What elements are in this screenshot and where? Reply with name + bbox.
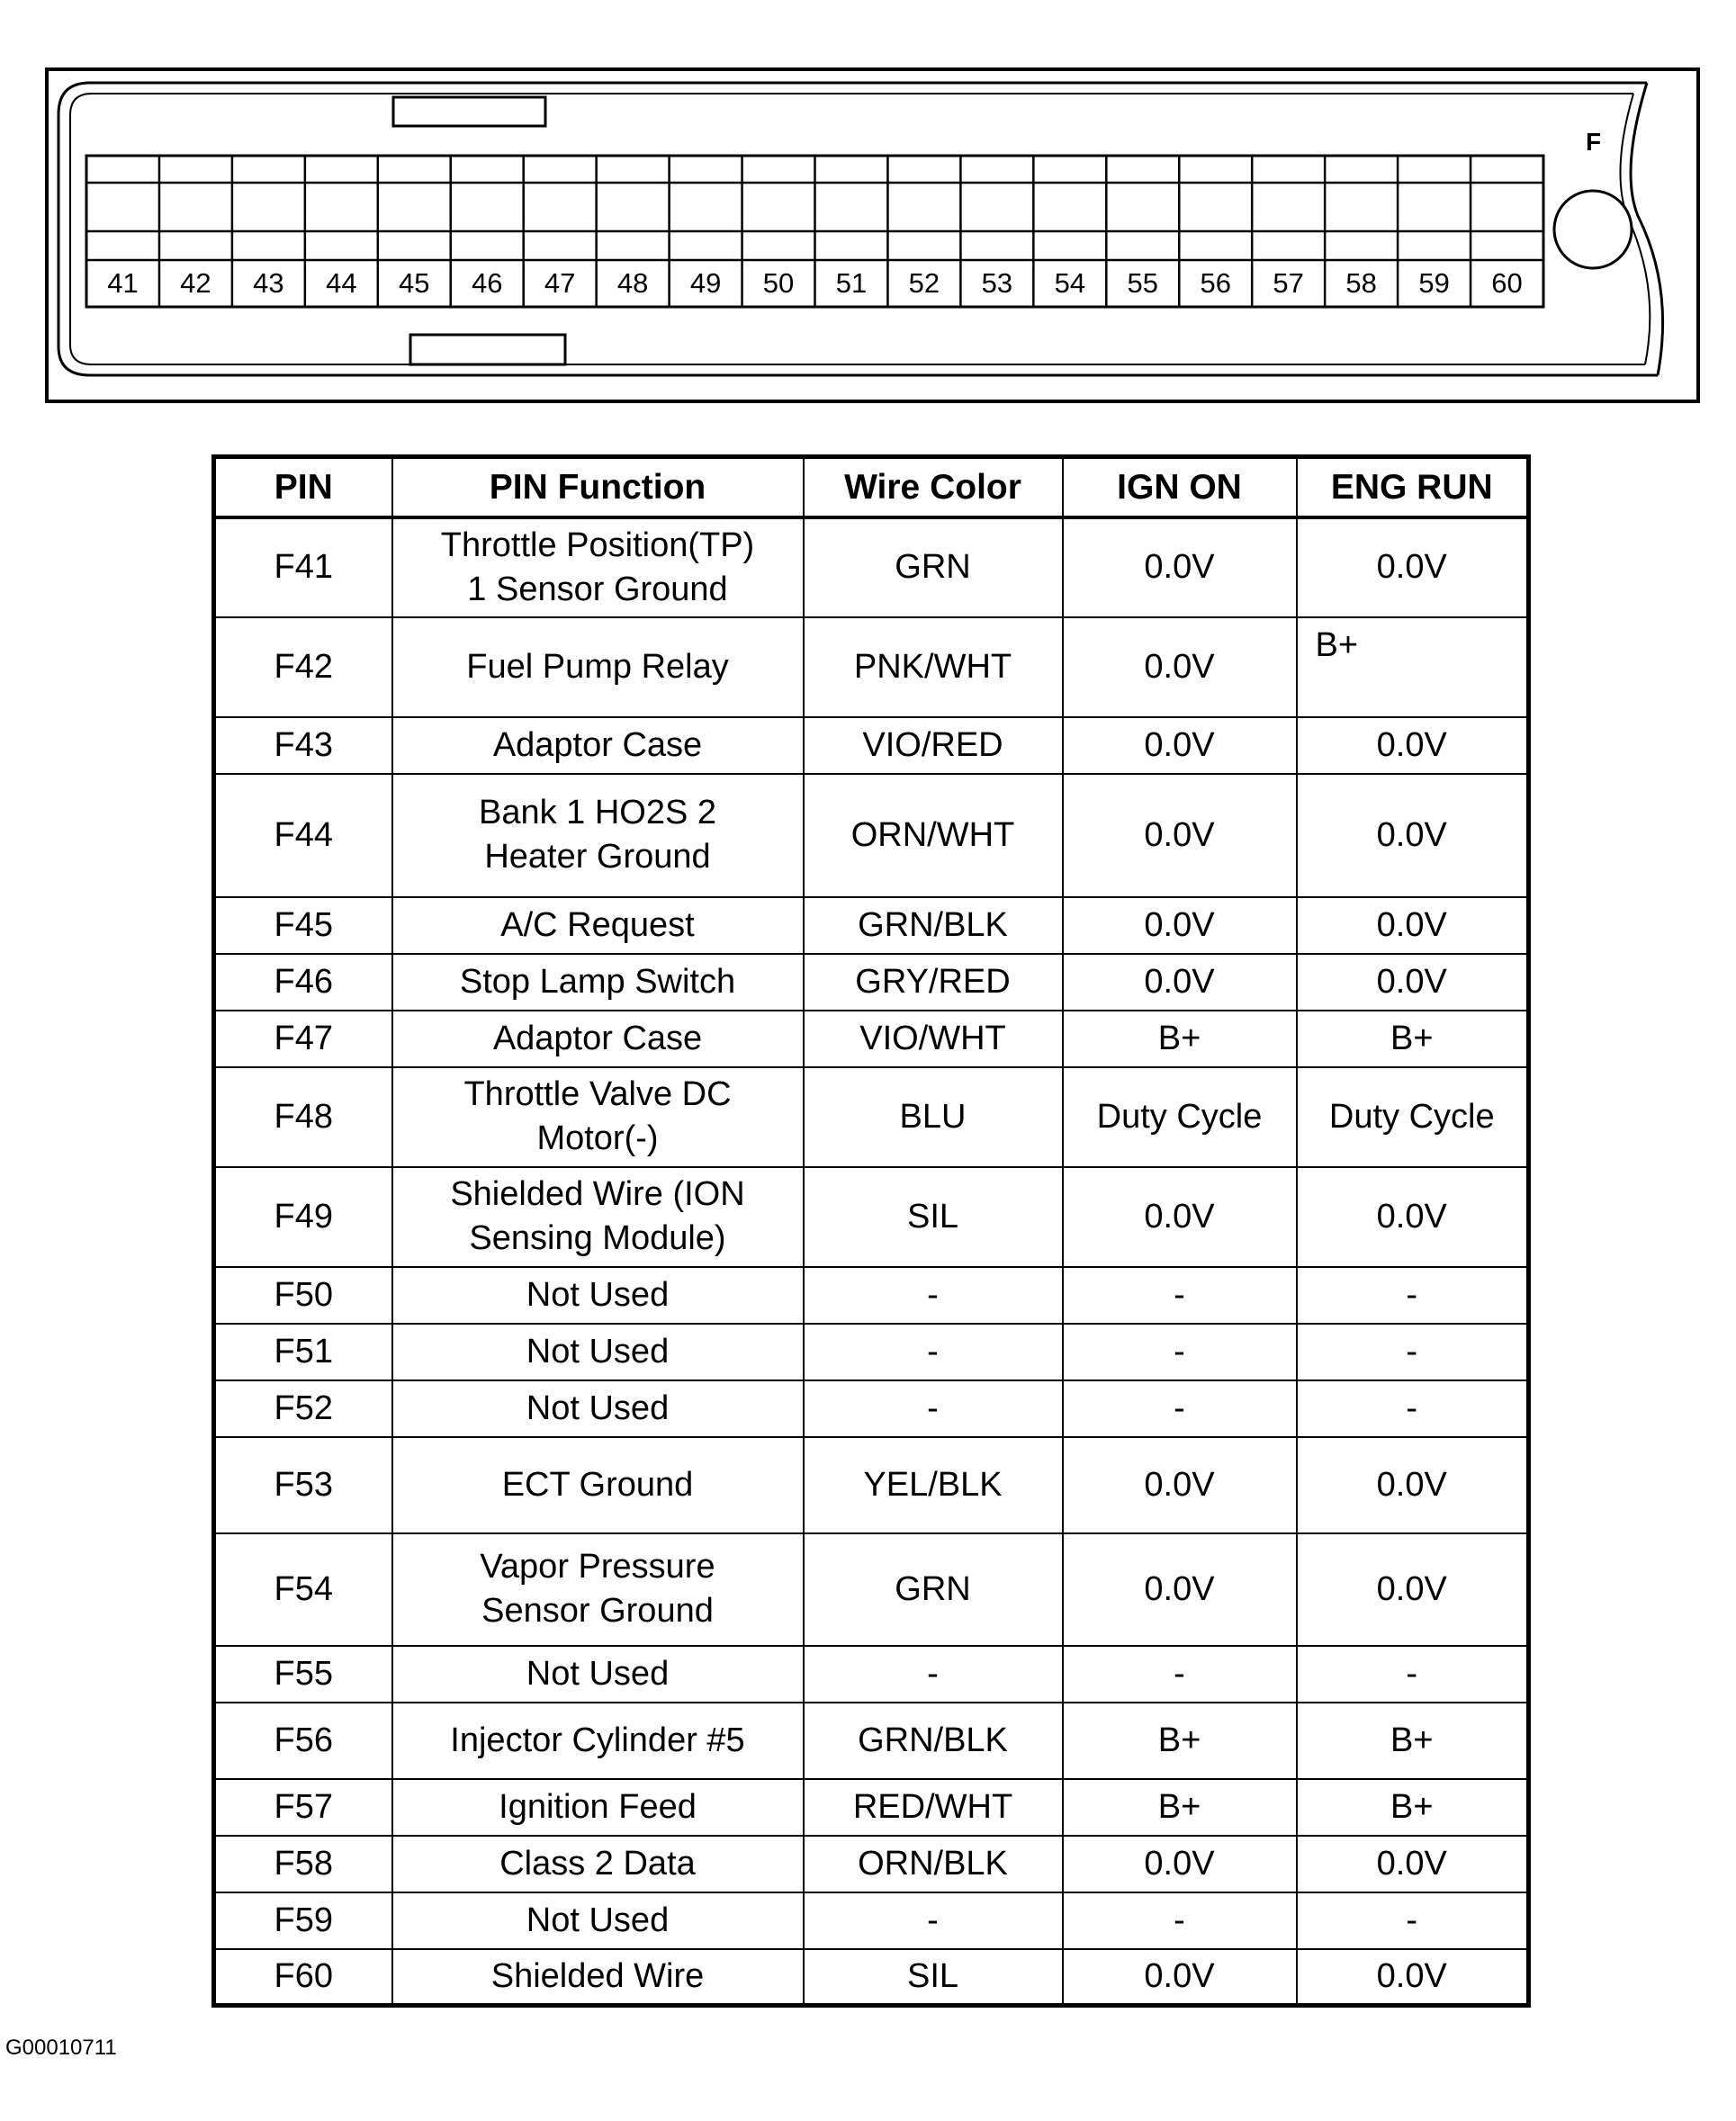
- pin-number-46: 46: [471, 267, 503, 299]
- function-line: Not Used: [526, 1901, 670, 1939]
- function-line: Not Used: [526, 1332, 670, 1371]
- pin-grid: [86, 156, 1543, 307]
- pin-cell: F44: [214, 774, 392, 897]
- eng-run-cell: -: [1297, 1646, 1529, 1703]
- pin-number-43: 43: [253, 267, 284, 299]
- table-row: [214, 1533, 1529, 1646]
- pin-cell: F46: [214, 954, 392, 1011]
- function-cell: [392, 1067, 804, 1167]
- function-cell: [392, 774, 804, 897]
- wire-color-cell: GRN/BLK: [804, 897, 1063, 954]
- table-row: [214, 1892, 1529, 1949]
- ign-on-cell: 0.0V: [1063, 1533, 1297, 1646]
- function-line: Adaptor Case: [492, 725, 703, 764]
- function-line: Not Used: [526, 1275, 670, 1314]
- pin-number-53: 53: [981, 267, 1013, 299]
- function-cell: [392, 1949, 804, 2006]
- function-cell: [392, 1380, 804, 1437]
- pin-number-49: 49: [689, 267, 722, 299]
- eng-run-cell: 0.0V: [1297, 774, 1529, 897]
- ign-on-cell: B+: [1063, 1011, 1297, 1067]
- ign-on-cell: 0.0V: [1063, 1836, 1297, 1892]
- ign-on-cell: -: [1063, 1324, 1297, 1380]
- function-cell: [392, 1167, 804, 1267]
- eng-run-cell: 0.0V: [1297, 1437, 1529, 1533]
- ign-on-cell: B+: [1063, 1703, 1297, 1779]
- ign-on-cell: -: [1063, 1267, 1297, 1324]
- function-line: Motor(-): [536, 1119, 659, 1157]
- function-line: 1 Sensor Ground: [467, 570, 728, 608]
- pin-number-59: 59: [1418, 267, 1450, 299]
- function-line: Throttle Valve DC: [463, 1075, 732, 1113]
- function-line: Ignition Feed: [499, 1787, 697, 1826]
- table-row: [214, 717, 1529, 774]
- function-cell: [392, 1324, 804, 1380]
- function-cell: [392, 1011, 804, 1067]
- pin-cell: F50: [214, 1267, 392, 1324]
- pin-cell: F56: [214, 1703, 392, 1779]
- pin-number-60: 60: [1491, 267, 1523, 299]
- pin-cell: F58: [214, 1836, 392, 1892]
- wire-color-cell: GRN: [804, 1533, 1063, 1646]
- eng-run-cell: 0.0V: [1297, 517, 1529, 617]
- wire-color-cell: GRN/BLK: [804, 1703, 1063, 1779]
- pin-cell: F60: [214, 1949, 392, 2006]
- table-row: [214, 1167, 1529, 1267]
- table-row: [214, 1703, 1529, 1779]
- wire-color-cell: RED/WHT: [804, 1779, 1063, 1836]
- function-cell: [392, 1437, 804, 1533]
- eng-run-cell: B+: [1297, 1779, 1529, 1836]
- wire-color-cell: GRN: [804, 517, 1063, 617]
- function-line: Heater Ground: [484, 838, 711, 876]
- pin-cell: F45: [214, 897, 392, 954]
- pin-cell: F59: [214, 1892, 392, 1949]
- table-row: [214, 954, 1529, 1011]
- wire-color-cell: ORN/BLK: [804, 1836, 1063, 1892]
- function-cell: [392, 1267, 804, 1324]
- wire-color-cell: SIL: [804, 1167, 1063, 1267]
- function-line: Sensor Ground: [481, 1592, 714, 1630]
- table-row: [214, 1267, 1529, 1324]
- wire-color-cell: VIO/RED: [804, 717, 1063, 774]
- pin-number-54: 54: [1054, 267, 1086, 299]
- connector-diagram: [0, 0, 1736, 414]
- pin-number-42: 42: [180, 267, 211, 299]
- ign-on-cell: 0.0V: [1063, 774, 1297, 897]
- eng-run-cell: 0.0V: [1297, 1836, 1529, 1892]
- eng-run-cell: Duty Cycle: [1297, 1067, 1529, 1167]
- wire-color-cell: -: [804, 1267, 1063, 1324]
- function-cell: [392, 1779, 804, 1836]
- header-eng-run: ENG RUN: [1297, 457, 1529, 517]
- eng-run-cell: B+: [1297, 1703, 1529, 1779]
- ign-on-cell: 0.0V: [1063, 954, 1297, 1011]
- function-cell: [392, 897, 804, 954]
- wire-color-cell: -: [804, 1380, 1063, 1437]
- ign-on-cell: 0.0V: [1063, 897, 1297, 954]
- function-cell: [392, 1892, 804, 1949]
- pin-cell: F42: [214, 617, 392, 717]
- eng-run-cell: -: [1297, 1380, 1529, 1437]
- eng-run-cell: -: [1297, 1267, 1529, 1324]
- function-cell: [392, 1533, 804, 1646]
- wire-color-cell: BLU: [804, 1067, 1063, 1167]
- table-row: [214, 1324, 1529, 1380]
- ign-on-cell: Duty Cycle: [1063, 1067, 1297, 1167]
- function-line: ECT Ground: [501, 1465, 694, 1504]
- pin-cell: F57: [214, 1779, 392, 1836]
- eng-run-cell: 0.0V: [1297, 1533, 1529, 1646]
- table-row: [214, 1949, 1529, 2006]
- wire-color-cell: YEL/BLK: [804, 1437, 1063, 1533]
- pin-number-50: 50: [762, 267, 795, 299]
- pin-table: [211, 454, 1531, 2008]
- pin-cell: F41: [214, 517, 392, 617]
- table-row: [214, 897, 1529, 954]
- function-cell: [392, 1836, 804, 1892]
- pin-number-57: 57: [1273, 267, 1304, 299]
- table-row: [214, 1437, 1529, 1533]
- wire-color-cell: -: [804, 1324, 1063, 1380]
- header-pin-function: PIN Function: [392, 457, 804, 517]
- connector-label: F: [1586, 128, 1602, 156]
- ign-on-cell: 0.0V: [1063, 517, 1297, 617]
- pin-cell: F55: [214, 1646, 392, 1703]
- pin-number-56: 56: [1200, 267, 1231, 299]
- connector-curved-edge: [1631, 83, 1663, 375]
- table-row: [214, 617, 1529, 717]
- ign-on-cell: 0.0V: [1063, 1437, 1297, 1533]
- function-line: Stop Lamp Switch: [459, 962, 736, 1001]
- table-row: [214, 1067, 1529, 1167]
- function-line: Not Used: [526, 1654, 670, 1693]
- function-line: Vapor Pressure: [480, 1548, 715, 1586]
- pin-number-52: 52: [908, 267, 940, 299]
- pin-cell: F43: [214, 717, 392, 774]
- function-line: Shielded Wire: [490, 1956, 705, 1995]
- pin-cell: F51: [214, 1324, 392, 1380]
- pin-table-body: [214, 517, 1529, 2006]
- function-cell: [392, 1703, 804, 1779]
- eng-run-cell: 0.0V: [1297, 897, 1529, 954]
- wire-color-cell: GRY/RED: [804, 954, 1063, 1011]
- wire-color-cell: ORN/WHT: [804, 774, 1063, 897]
- header-wire-color: Wire Color: [804, 457, 1063, 517]
- connector-key-circle: [1554, 191, 1632, 268]
- eng-run-cell: B+: [1297, 617, 1529, 717]
- pin-number-55: 55: [1127, 267, 1159, 299]
- table-row: [214, 1011, 1529, 1067]
- function-line: Bank 1 HO2S 2: [478, 794, 717, 831]
- function-line: A/C Request: [500, 905, 695, 944]
- table-row: [214, 774, 1529, 897]
- pin-cell: F52: [214, 1380, 392, 1437]
- pin-cell: F53: [214, 1437, 392, 1533]
- ign-on-cell: -: [1063, 1892, 1297, 1949]
- function-cell: [392, 617, 804, 717]
- ign-on-cell: 0.0V: [1063, 1167, 1297, 1267]
- ign-on-cell: 0.0V: [1063, 1949, 1297, 2006]
- ign-on-cell: 0.0V: [1063, 717, 1297, 774]
- pin-number-45: 45: [399, 267, 430, 299]
- pin-number-47: 47: [544, 267, 576, 299]
- header-ign-on: IGN ON: [1063, 457, 1297, 517]
- header-pin: PIN: [214, 457, 392, 517]
- table-row: [214, 1380, 1529, 1437]
- pin-number-58: 58: [1345, 267, 1377, 299]
- table-row: [214, 1646, 1529, 1703]
- wire-color-cell: VIO/WHT: [804, 1011, 1063, 1067]
- function-cell: [392, 1646, 804, 1703]
- function-line: Not Used: [526, 1389, 670, 1427]
- function-line: Injector Cylinder #5: [450, 1721, 745, 1759]
- function-cell: [392, 717, 804, 774]
- pin-cell: F48: [214, 1067, 392, 1167]
- function-line: Class 2 Data: [499, 1844, 696, 1883]
- pin-number-44: 44: [326, 267, 357, 299]
- pin-number-51: 51: [835, 267, 868, 299]
- pin-number-41: 41: [107, 267, 139, 299]
- function-line: Throttle Position(TP): [440, 526, 755, 564]
- function-line: Sensing Module): [469, 1219, 726, 1257]
- function-line: Shielded Wire (ION: [450, 1175, 745, 1213]
- eng-run-cell: 0.0V: [1297, 717, 1529, 774]
- ign-on-cell: -: [1063, 1380, 1297, 1437]
- eng-run-cell: 0.0V: [1297, 1167, 1529, 1267]
- pin-cell: F49: [214, 1167, 392, 1267]
- figure-id: G00010711: [5, 2036, 117, 2060]
- wire-color-cell: -: [804, 1892, 1063, 1949]
- function-cell: [392, 517, 804, 617]
- pin-cell: F54: [214, 1533, 392, 1646]
- ign-on-cell: -: [1063, 1646, 1297, 1703]
- lower-latch-tab: [410, 335, 565, 364]
- wire-color-cell: PNK/WHT: [804, 617, 1063, 717]
- table-row: [214, 1836, 1529, 1892]
- function-line: Adaptor Case: [492, 1019, 703, 1057]
- pin-cell: F47: [214, 1011, 392, 1067]
- eng-run-cell: B+: [1297, 1011, 1529, 1067]
- table-row: [214, 517, 1529, 617]
- ign-on-cell: B+: [1063, 1779, 1297, 1836]
- table-row: [214, 1779, 1529, 1836]
- eng-run-cell: 0.0V: [1297, 954, 1529, 1011]
- table-header-row: [214, 457, 1529, 517]
- eng-run-cell: -: [1297, 1324, 1529, 1380]
- function-line: Fuel Pump Relay: [466, 647, 729, 686]
- eng-run-cell: 0.0V: [1297, 1949, 1529, 2006]
- wire-color-cell: SIL: [804, 1949, 1063, 2006]
- eng-run-cell: -: [1297, 1892, 1529, 1949]
- ign-on-cell: 0.0V: [1063, 617, 1297, 717]
- function-cell: [392, 954, 804, 1011]
- pin-number-48: 48: [616, 267, 649, 299]
- wire-color-cell: -: [804, 1646, 1063, 1703]
- upper-latch-tab: [393, 97, 545, 126]
